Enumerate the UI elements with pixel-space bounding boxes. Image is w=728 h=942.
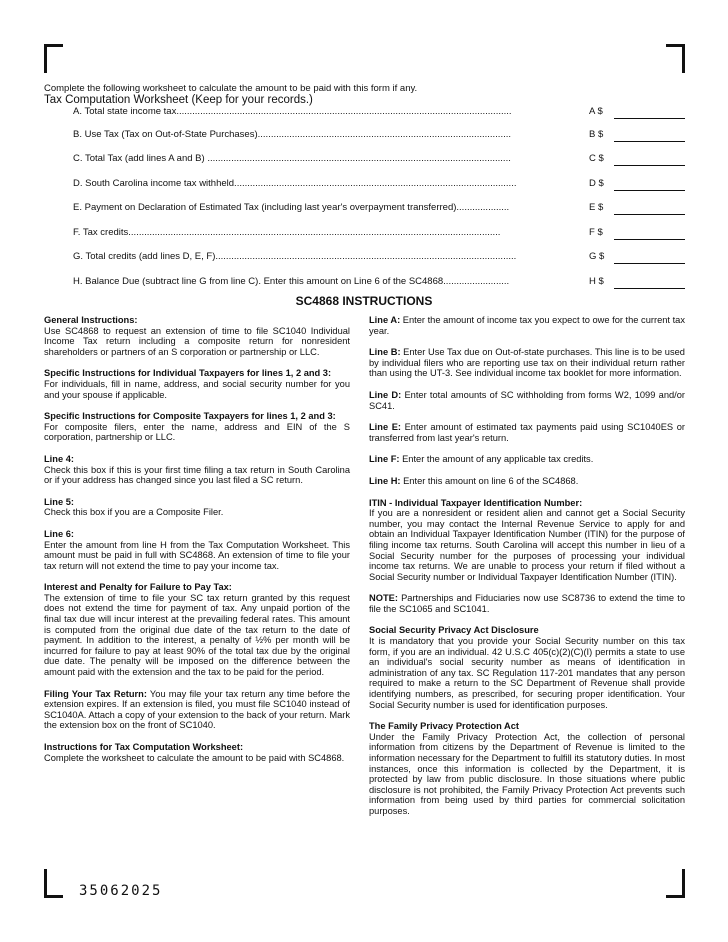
- worksheet-line-label: D. South Carolina income tax withheld...........................................................................................................: [73, 178, 517, 189]
- instruction-section: [44, 315, 350, 357]
- instruction-heading: ITIN - Individual Taxpayer Identification Number:: [369, 497, 583, 508]
- instruction-section: [44, 411, 350, 443]
- instruction-body: Enter the amount from line H from the Tax Computation Worksheet. This amount must be paid in full with SC4868. An extension of time to file your tax return will not extend the time to pay your income tax.: [44, 539, 350, 571]
- instruction-body: Enter the amount of any applicable tax credits.: [402, 454, 594, 465]
- instruction-body: Complete the worksheet to calculate the amount to be paid with SC4868.: [44, 752, 345, 763]
- instruction-body: For composite filers, enter the name, address and EIN of the S corporation, partnership or LLC.: [44, 421, 350, 443]
- amount-field[interactable]: [614, 263, 685, 264]
- worksheet-line-code: F $: [589, 227, 603, 238]
- instruction-heading: Line 5:: [44, 496, 74, 507]
- worksheet-line-label: G. Total credits (add lines D, E, F)..................................................................................................................: [73, 251, 517, 262]
- instruction-section: [44, 742, 350, 763]
- worksheet-line: [73, 153, 685, 167]
- worksheet-line: [73, 202, 685, 216]
- instruction-body: Partnerships and Fiduciaries now use SC8736 to extend the time to file the SC1065 and SC1041.: [369, 593, 685, 614]
- instruction-body: You may file your tax return any time before the extension expires. If an extension is filed, you must file SC1040 instead of SC1040A. Attach a copy of your extension to the back of your return. Mark the extension box on the front of SC1040.: [44, 688, 350, 731]
- amount-field[interactable]: [614, 239, 685, 240]
- instruction-heading: Line 4:: [44, 453, 74, 464]
- instructions-left-column: [44, 315, 350, 774]
- instruction-body: Enter amount of estimated tax payments paid using SC1040ES or transferred from last year's return.: [369, 422, 685, 443]
- instruction-paragraph: [369, 390, 685, 411]
- instruction-body: If you are a nonresident or resident alien and cannot get a Social Security number, you may contact the Internal Revenue Service to apply for and obtain an Individual Taxpayer Identification Number (ITIN) for the purpose of filing income tax returns. South Carolina will accept this number in lieu of a Social Security number for the purposes of processing your individual income tax returns. We are unable to process your return if filed without a Social Security number or Individual Taxpayer Identification Number (ITIN).: [369, 508, 685, 582]
- instruction-heading: Social Security Privacy Act Disclosure: [369, 625, 539, 636]
- worksheet-line: [73, 251, 685, 265]
- instruction-body: Enter the amount of income tax you expect to owe for the current tax year.: [369, 315, 685, 336]
- instruction-heading: Instructions for Tax Computation Worksheet:: [44, 742, 244, 752]
- worksheet-line-code: C $: [589, 153, 604, 164]
- instruction-heading: Specific Instructions for Individual Taxpayers for lines 1, 2 and 3:: [44, 368, 332, 379]
- instruction-paragraph: [369, 315, 685, 336]
- instruction-paragraph: [369, 422, 685, 443]
- instruction-body: Check this box if this is your first time filing a tax return in South Carolina or if your address has changed since you last filed a SC return.: [44, 464, 350, 486]
- instruction-body: Enter this amount on line 6 of the SC4868.: [403, 475, 579, 486]
- instruction-body: It is mandatory that you provide your Social Security number on this tax form, if you are an individual. 42 U.S.C 405(c)(2)(C)(I) permits a state to use an individual's social security number as means of identification in administration of any tax. SC Regulation 117-201 mandates that any person required to make a return to the SC Department of Revenue shall provide identifying numbers, as prescribed, for securing proper identification. Your Social Security number is used for identification purposes.: [369, 636, 685, 710]
- worksheet-line: [73, 129, 685, 143]
- amount-field[interactable]: [614, 118, 685, 119]
- instruction-section: [369, 625, 685, 710]
- instruction-heading: Line A:: [369, 315, 401, 325]
- instruction-body: Check this box if you are a Composite Filer.: [44, 507, 224, 518]
- instruction-section: [369, 390, 685, 411]
- form-code: 35062025: [79, 883, 163, 899]
- amount-field[interactable]: [614, 214, 685, 215]
- instruction-section: [369, 347, 685, 379]
- amount-field[interactable]: [614, 190, 685, 191]
- instruction-section: [369, 315, 685, 336]
- instruction-section: [44, 497, 350, 518]
- crop-mark-bottom-right: [666, 869, 685, 898]
- instruction-paragraph: [369, 593, 685, 614]
- instruction-paragraph: [369, 476, 685, 487]
- instruction-section: [369, 422, 685, 443]
- instruction-paragraph: [369, 347, 685, 379]
- instruction-heading: Line D:: [369, 389, 402, 400]
- instruction-heading: Filing Your Tax Return:: [44, 688, 147, 699]
- worksheet-line-label: C. Total Tax (add lines A and B) ...................................................................................................................: [73, 153, 511, 164]
- worksheet-intro: Complete the following worksheet to calculate the amount to be paid with this form if any.: [44, 83, 418, 94]
- worksheet-line: [73, 106, 685, 120]
- instruction-heading: NOTE:: [369, 593, 398, 604]
- instruction-heading: The Family Privacy Protection Act: [369, 721, 520, 732]
- instruction-section: [44, 368, 350, 400]
- instruction-heading: General Instructions:: [44, 315, 138, 325]
- worksheet-line-code: D $: [589, 178, 604, 189]
- instruction-section: [369, 721, 685, 816]
- instruction-heading: Line 6:: [44, 528, 74, 539]
- worksheet-line-code: G $: [589, 251, 605, 262]
- worksheet-line: [73, 276, 685, 290]
- instructions-right-column: [369, 315, 685, 828]
- amount-field[interactable]: [614, 165, 685, 166]
- crop-mark-bottom-left: [44, 869, 63, 898]
- crop-mark-top-left: [44, 44, 63, 73]
- instruction-section: [44, 582, 350, 677]
- instruction-heading: Line H:: [369, 475, 401, 486]
- instruction-body: Use SC4868 to request an extension of time to file SC1040 Individual Income Tax return including a composite return for nonresident shareholders or partners of an S corporation or partnership or LLC.: [44, 325, 350, 357]
- worksheet-title: Tax Computation Worksheet (Keep for your records.): [44, 94, 313, 106]
- worksheet-line-label: B. Use Tax (Tax on Out-of-State Purchases)................................................................................................: [73, 129, 512, 140]
- instruction-section: [369, 454, 685, 465]
- crop-mark-top-right: [666, 44, 685, 73]
- instruction-body: Under the Family Privacy Protection Act, the collection of personal information from citizens by the Department of Revenue is limited to the information necessary for the Department to fulfill its statutory duties. In most instances, once this information is collected by the Department, it is protected by law from public disclosure. In those situations where public disclosure is not prohibited, the Family Privacy Protection Act prevents such information from being used by third parties for commercial solicitation purposes.: [369, 731, 685, 816]
- worksheet-line-label: E. Payment on Declaration of Estimated Tax (including last year's overpayment transferred)....................: [73, 202, 510, 213]
- instruction-heading: Specific Instructions for Composite Taxpayers for lines 1, 2 and 3:: [44, 411, 336, 422]
- instruction-section: [369, 593, 685, 614]
- amount-field[interactable]: [614, 141, 685, 142]
- instruction-body: For individuals, fill in name, address, and social security number for you and your spouse if applicable.: [44, 378, 350, 400]
- instruction-paragraph: [44, 689, 350, 731]
- instruction-section: [44, 689, 350, 731]
- instruction-section: [369, 476, 685, 487]
- worksheet-line-label: A. Total state income tax...............................................................................................................................: [73, 106, 512, 117]
- instruction-section: [44, 454, 350, 486]
- worksheet-line-label: H. Balance Due (subtract line G from line C). Enter this amount on Line 6 of the SC4868.........................: [73, 276, 510, 287]
- worksheet-line-label: F. Tax credits.............................................................................................................................................: [73, 227, 501, 238]
- worksheet-line-code: A $: [589, 106, 603, 117]
- instruction-heading: Interest and Penalty for Failure to Pay Tax:: [44, 582, 232, 593]
- worksheet-line-code: H $: [589, 276, 604, 287]
- instructions-title: SC4868 INSTRUCTIONS: [295, 294, 433, 308]
- instruction-paragraph: [369, 454, 685, 465]
- instruction-heading: Line F:: [369, 454, 400, 465]
- instruction-body: Enter total amounts of SC withholding from forms W2, 1099 and/or SC41.: [369, 389, 686, 411]
- worksheet-line: [73, 178, 685, 192]
- instruction-heading: Line E:: [369, 422, 401, 433]
- instruction-section: [44, 529, 350, 571]
- amount-field[interactable]: [614, 288, 685, 289]
- instruction-body: Enter Use Tax due on Out-of-state purchases. This line is to be used by individual filers who are reporting use tax on their individual return rather than using the UT-3. See individual income tax booklet for more information.: [369, 347, 685, 379]
- worksheet-line-code: B $: [589, 129, 604, 140]
- worksheet-line-code: E $: [589, 202, 604, 213]
- instruction-heading: Line B:: [369, 347, 401, 358]
- worksheet-line: [73, 227, 685, 241]
- instruction-body: The extension of time to file your SC tax return granted by this request does not extend the time for payment of tax. Any unpaid portion of the final tax due will incur interest at the prevailing federal rates. This amount is computed from the original due date of the tax return to the date of payment. In addition to the interest, a penalty of ½% per month will be incurred for failure to pay at least 90% of the total tax due by the original due date. The penalty will be imposed on the difference between the amount paid with the extension and the tax to be paid for the period.: [44, 592, 350, 678]
- instruction-section: [369, 498, 685, 583]
